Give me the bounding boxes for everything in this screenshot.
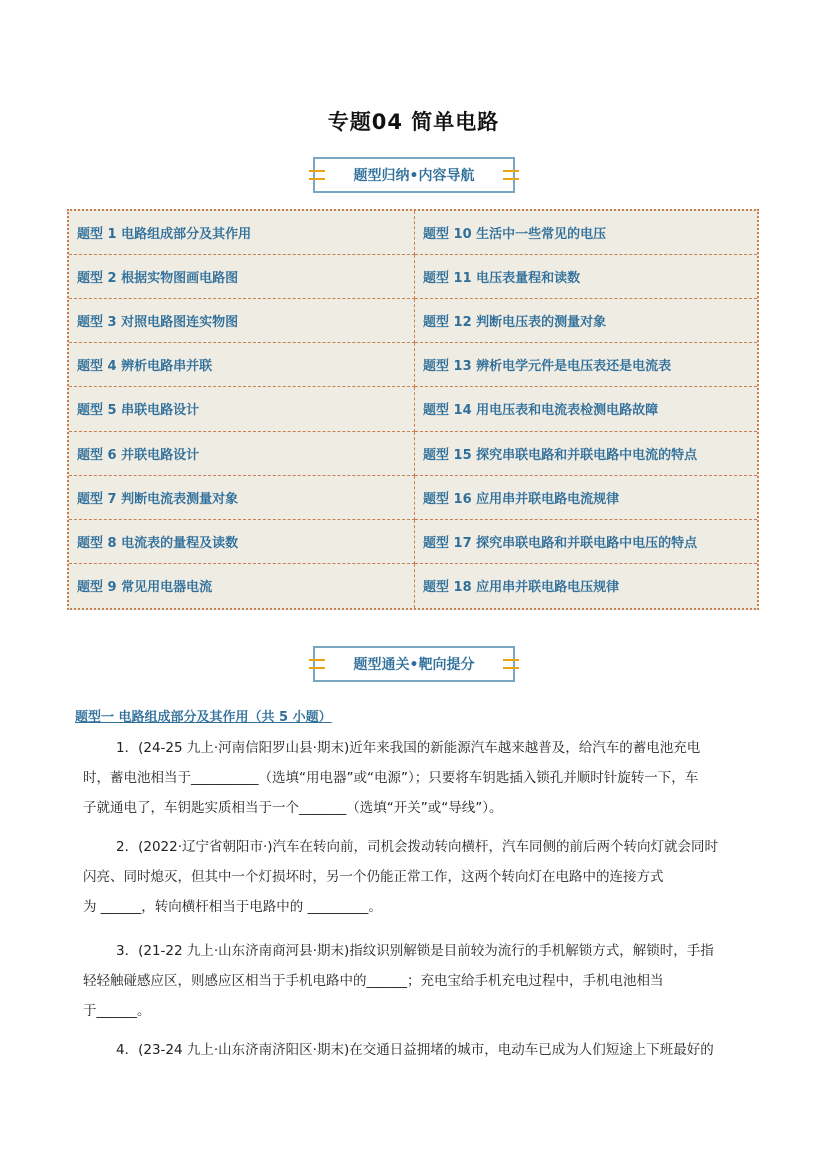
nav-item-14[interactable]: 题型 14 用电压表和电流表检测电路故障 bbox=[415, 387, 757, 431]
nav-item-13[interactable]: 题型 13 辨析电学元件是电压表还是电流表 bbox=[415, 343, 757, 387]
nav-item-1[interactable]: 题型 1 电路组成部分及其作用 bbox=[69, 211, 415, 255]
nav-item-6[interactable]: 题型 6 并联电路设计 bbox=[69, 432, 415, 476]
question-line: 为 ______，转向横杆相当于电路中的 _________。 bbox=[83, 899, 382, 915]
question-2 bbox=[83, 832, 751, 922]
nav-item-8[interactable]: 题型 8 电流表的量程及读数 bbox=[69, 520, 415, 564]
nav-item-18[interactable]: 题型 18 应用串并联电路电压规律 bbox=[423, 580, 620, 596]
question-line: 轻轻触碰感应区，则感应区相当于手机电路中的______；充电宝给手机充电过程中，手机电池相当 bbox=[83, 973, 664, 989]
question-line: 子就通电了，车钥匙实质相当于一个_______（选填“开关”或“导线”）。 bbox=[83, 800, 503, 816]
question-line: 时，蓄电池相当于__________（选填“用电器”或“电源”）；只要将车钥匙插入锁孔并顺时针旋转一下，车 bbox=[83, 770, 699, 786]
nav-item-16[interactable]: 题型 16 应用串并联电路电流规律 bbox=[415, 476, 757, 520]
page-title: 专题04 简单电路 bbox=[327, 110, 500, 134]
banner-deco-left-icon bbox=[309, 659, 325, 669]
question-line: 2．(2022·辽宁省朝阳市·)汽车在转向前，司机会拨动转向横杆，汽车同侧的前后两个转向灯就会同时 bbox=[116, 839, 719, 855]
nav-item-5[interactable]: 题型 5 串联电路设计 bbox=[69, 387, 415, 431]
nav-item-15[interactable]: 题型 15 探究串联电路和并联电路中电流的特点 bbox=[415, 432, 757, 476]
question-line: 4．(23-24 九上·山东济南济阳区·期末)在交通日益拥堵的城市，电动车已成为人们短途上下班最好的 bbox=[116, 1042, 714, 1058]
nav-item-17[interactable]: 题型 17 探究串联电路和并联电路中电压的特点 bbox=[415, 520, 757, 564]
nav-item-9[interactable]: 题型 9 常见用电器电流 bbox=[69, 564, 415, 608]
nav-item-7[interactable]: 题型 7 判断电流表测量对象 bbox=[69, 476, 415, 520]
question-4 bbox=[83, 1035, 751, 1065]
nav-item-2[interactable]: 题型 2 根据实物图画电路图 bbox=[69, 255, 415, 299]
nav-item-4[interactable]: 题型 4 辨析电路串并联 bbox=[69, 343, 415, 387]
question-1 bbox=[83, 733, 751, 823]
question-line: 1．(24-25 九上·河南信阳罗山县·期末)近年来我国的新能源汽车越来越普及，给汽车的蓄电池充电 bbox=[116, 740, 701, 756]
practice-banner-label: 题型通关•靶向提分 bbox=[353, 657, 475, 673]
nav-banner-label: 题型归纳•内容导航 bbox=[353, 168, 475, 184]
nav-banner bbox=[313, 157, 515, 193]
question-line: 于______。 bbox=[83, 1003, 151, 1019]
nav-item-10[interactable]: 题型 10 生活中一些常见的电压 bbox=[415, 211, 757, 255]
topic-nav-table bbox=[67, 209, 759, 610]
practice-banner bbox=[313, 646, 515, 682]
question-3 bbox=[83, 936, 751, 1026]
banner-deco-right-icon bbox=[503, 170, 519, 180]
question-line: 3．(21-22 九上·山东济南商河县·期末)指纹识别解锁是目前较为流行的手机解锁方式，解锁时，手指 bbox=[116, 943, 714, 959]
section-heading[interactable]: 题型一 电路组成部分及其作用（共 5 小题） bbox=[75, 710, 332, 725]
banner-deco-left-icon bbox=[309, 170, 325, 180]
nav-item-12[interactable]: 题型 12 判断电压表的测量对象 bbox=[415, 299, 757, 343]
question-line: 闪亮、同时熄灭，但其中一个灯损坏时，另一个仍能正常工作，这两个转向灯在电路中的连接方式 bbox=[83, 869, 664, 885]
nav-item-11[interactable]: 题型 11 电压表量程和读数 bbox=[415, 255, 757, 299]
banner-deco-right-icon bbox=[503, 659, 519, 669]
nav-item-3[interactable]: 题型 3 对照电路图连实物图 bbox=[69, 299, 415, 343]
